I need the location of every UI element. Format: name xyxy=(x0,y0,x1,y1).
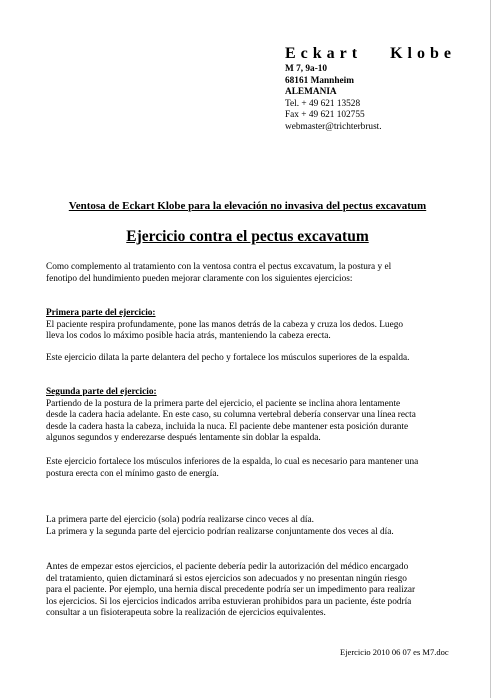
footer-filename: Ejercicio 2010 06 07 es M7.doc xyxy=(340,647,449,657)
warning-line: Antes de empezar estos ejercicios, el paciente debería pedir la autorización del médico encargado xyxy=(46,562,409,572)
address-line1: M 7, 9a-10 xyxy=(285,64,328,74)
repetitions-line: La primera parte del ejercicio (sola) podría realizarse cinco veces al día. xyxy=(46,515,314,525)
part2-effect-line: Este ejercicio fortalece los músculos inferiores de la espalda, lo cual es necesario para mantener una xyxy=(46,457,419,467)
intro-line: fenotipo del hundimiento pueden mejorar claramente con los siguientes ejercicios: xyxy=(46,273,353,284)
warning-line: los ejercicios. Si los ejercicios indicados arriba estuvieran prohibidos para un paciente, éste podría xyxy=(46,596,412,607)
part2-line: desde la cadera hacia adelante. En este caso, su columna vertebral debería conservar una línea recta xyxy=(46,410,416,421)
part1-heading: Primera parte del ejercicio: xyxy=(46,308,156,318)
part1-effect xyxy=(46,353,458,365)
address-line2: 68161 Mannheim xyxy=(285,75,354,86)
warning-line: para el paciente. Por ejemplo, una hernia discal precedente podría ser un impedimento para realizar xyxy=(46,585,416,596)
letterhead xyxy=(285,44,485,133)
warning-paragraph xyxy=(46,562,458,620)
part1-section xyxy=(46,308,458,343)
part2-effect xyxy=(46,457,458,480)
phone-line: Tel. + 49 621 13528 xyxy=(285,98,361,109)
warning-line: consultar a un fisioterapeuta sobre la realización de ejercicios equivalentes. xyxy=(46,608,326,619)
intro-line: Como complemento al tratamiento con la ventosa contra el pectus excavatum, la postura y el xyxy=(46,262,392,272)
email-line: webmaster@trichterbrust. xyxy=(285,121,382,132)
intro-paragraph xyxy=(46,262,458,285)
document-title: Ejercicio contra el pectus excavatum xyxy=(126,228,369,245)
repetitions-line: La primera y la segunda parte del ejercicio podrían realizarse conjuntamente dos veces al día. xyxy=(46,526,394,537)
part2-line: Partiendo de la postura de la primera parte del ejercicio, el paciente se inclina ahora lentamente xyxy=(46,398,401,409)
part1-line: lleva los codos lo máximo posible hacia atrás, manteniendo la cabeza erecta. xyxy=(46,331,331,342)
part2-line: desde la cadera hasta la cabeza, incluida la nuca. El paciente debe mantener esta posición durante xyxy=(46,421,409,432)
fax-line: Fax + 49 621 102755 xyxy=(285,110,365,120)
part2-line: algunos segundos y enderezarse después lentamente sin doblar la espalda. xyxy=(46,433,321,444)
page-edge xyxy=(490,0,491,698)
part2-heading: Segunda parte del ejercicio: xyxy=(46,387,157,397)
letterhead-name xyxy=(285,44,485,64)
name-last: Klobe xyxy=(390,45,456,62)
document-subtitle: Ventosa de Eckart Klobe para la elevación no invasiva del pectus excavatum xyxy=(68,200,427,212)
part2-effect-line: postura erecta con el mínimo gasto de energía. xyxy=(46,468,219,479)
part2-section xyxy=(46,387,458,445)
part1-effect-line: Este ejercicio dilata la parte delantera del pecho y fortalece los músculos superiores de la espalda. xyxy=(46,353,410,363)
part1-line: El paciente respira profundamente, pone las manos detrás de la cabeza y cruza los dedos. Luego xyxy=(46,319,404,330)
name-first: Eckart xyxy=(285,45,363,62)
repetitions-paragraph xyxy=(46,515,458,538)
warning-line: del tratamiento, quien dictaminará si estos ejercicios son adecuados y no presentan ningún riesgo xyxy=(46,573,407,584)
address-country: ALEMANIA xyxy=(285,87,337,97)
